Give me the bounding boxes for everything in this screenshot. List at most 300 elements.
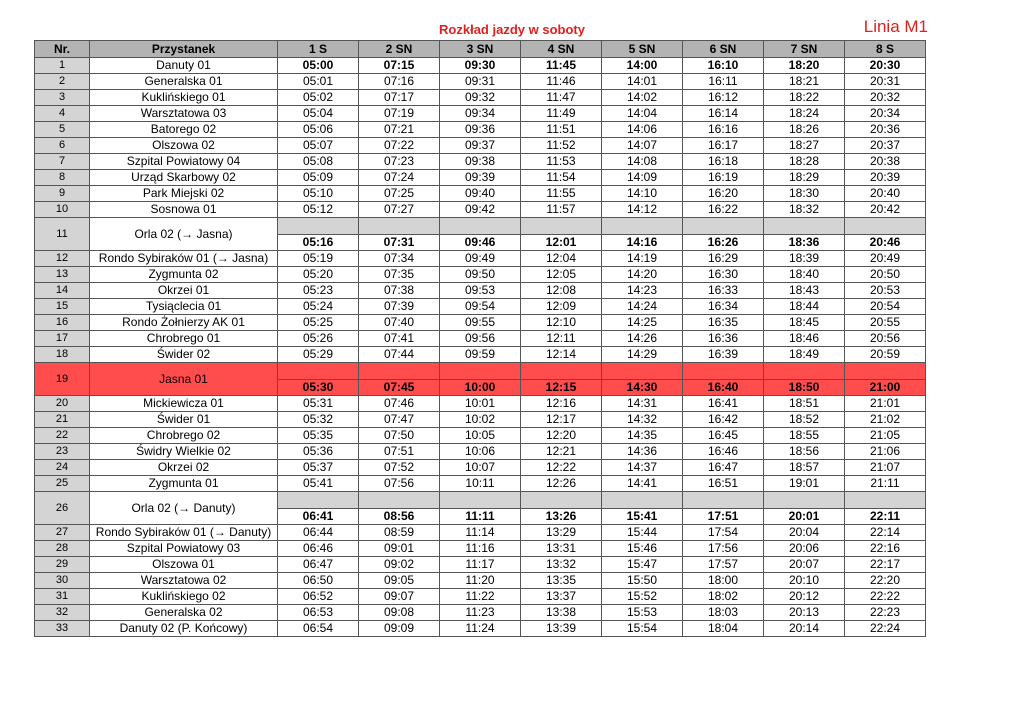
departure-time: 09:50 [440, 267, 521, 283]
departure-time: 18:26 [764, 122, 845, 138]
stop-name: Chrobrego 02 [90, 428, 278, 444]
table-row [35, 299, 926, 315]
table-row [35, 315, 926, 331]
departure-time: 14:29 [602, 347, 683, 363]
departure-time: 20:04 [764, 525, 845, 541]
departure-time: 20:49 [845, 251, 926, 267]
empty-cell [521, 492, 602, 509]
departure-time: 11:54 [521, 170, 602, 186]
empty-cell [845, 218, 926, 235]
departure-time: 14:01 [602, 74, 683, 90]
departure-time: 05:25 [278, 315, 359, 331]
departure-time: 15:47 [602, 557, 683, 573]
departure-time: 09:31 [440, 74, 521, 90]
departure-time: 15:44 [602, 525, 683, 541]
empty-cell [764, 218, 845, 235]
departure-time: 18:02 [683, 589, 764, 605]
row-number: 31 [35, 589, 90, 605]
departure-time: 16:41 [683, 396, 764, 412]
departure-time: 20:07 [764, 557, 845, 573]
row-number: 22 [35, 428, 90, 444]
departure-time: 11:24 [440, 621, 521, 637]
row-number: 26 [35, 492, 90, 525]
column-header: 8 S [845, 41, 926, 58]
departure-time: 11:16 [440, 541, 521, 557]
departure-time: 15:41 [602, 509, 683, 525]
departure-time: 09:02 [359, 557, 440, 573]
empty-cell [602, 492, 683, 509]
stop-name: Świdry Wielkie 02 [90, 444, 278, 460]
departure-time: 11:17 [440, 557, 521, 573]
departure-time: 14:07 [602, 138, 683, 154]
stop-name: Zygmunta 02 [90, 267, 278, 283]
stop-name: Park Miejski 02 [90, 186, 278, 202]
page-title: Rozkład jazdy w soboty [439, 22, 585, 37]
departure-time: 13:26 [521, 509, 602, 525]
departure-time: 12:11 [521, 331, 602, 347]
departure-time: 11:53 [521, 154, 602, 170]
departure-time: 14:16 [602, 235, 683, 251]
departure-time: 20:34 [845, 106, 926, 122]
departure-time: 07:39 [359, 299, 440, 315]
departure-time: 11:52 [521, 138, 602, 154]
departure-time: 07:34 [359, 251, 440, 267]
table-row [35, 170, 926, 186]
departure-time: 15:54 [602, 621, 683, 637]
line-label: Linia M1 [863, 17, 928, 36]
departure-time: 16:17 [683, 138, 764, 154]
departure-time: 09:54 [440, 299, 521, 315]
departure-time: 09:05 [359, 573, 440, 589]
departure-time: 20:56 [845, 331, 926, 347]
departure-time: 20:32 [845, 90, 926, 106]
departure-time: 07:38 [359, 283, 440, 299]
departure-time: 05:30 [278, 380, 359, 396]
departure-time: 10:01 [440, 396, 521, 412]
stop-name: Jasna 01 [90, 363, 278, 396]
departure-time: 20:50 [845, 267, 926, 283]
column-header: 1 S [278, 41, 359, 58]
departure-time: 16:14 [683, 106, 764, 122]
departure-time: 09:56 [440, 331, 521, 347]
empty-cell [278, 363, 359, 380]
departure-time: 16:20 [683, 186, 764, 202]
row-number: 17 [35, 331, 90, 347]
table-row [35, 90, 926, 106]
departure-time: 11:47 [521, 90, 602, 106]
departure-time: 13:38 [521, 605, 602, 621]
departure-time: 11:23 [440, 605, 521, 621]
stop-name: Tysiąclecia 01 [90, 299, 278, 315]
departure-time: 09:46 [440, 235, 521, 251]
row-number: 7 [35, 154, 90, 170]
departure-time: 14:32 [602, 412, 683, 428]
empty-cell [845, 363, 926, 380]
table-row [35, 589, 926, 605]
stop-name: Rondo Żołnierzy AK 01 [90, 315, 278, 331]
departure-time: 14:04 [602, 106, 683, 122]
stop-name: Świder 02 [90, 347, 278, 363]
column-header: 7 SN [764, 41, 845, 58]
empty-cell [683, 492, 764, 509]
departure-time: 17:51 [683, 509, 764, 525]
departure-time: 18:00 [683, 573, 764, 589]
empty-cell [521, 363, 602, 380]
departure-time: 20:59 [845, 347, 926, 363]
departure-time: 10:06 [440, 444, 521, 460]
stop-name: Generalska 01 [90, 74, 278, 90]
departure-time: 14:36 [602, 444, 683, 460]
stop-name: Olszowa 02 [90, 138, 278, 154]
departure-time: 18:56 [764, 444, 845, 460]
departure-time: 17:57 [683, 557, 764, 573]
departure-time: 20:42 [845, 202, 926, 218]
departure-time: 07:24 [359, 170, 440, 186]
departure-time: 05:29 [278, 347, 359, 363]
stop-name: Urząd Skarbowy 02 [90, 170, 278, 186]
stop-name: Zygmunta 01 [90, 476, 278, 492]
departure-time: 12:01 [521, 235, 602, 251]
row-number: 25 [35, 476, 90, 492]
departure-time: 11:51 [521, 122, 602, 138]
departure-time: 22:16 [845, 541, 926, 557]
empty-cell [683, 363, 764, 380]
departure-time: 15:46 [602, 541, 683, 557]
departure-time: 20:13 [764, 605, 845, 621]
departure-time: 14:06 [602, 122, 683, 138]
table-row [35, 363, 926, 380]
departure-time: 10:00 [440, 380, 521, 396]
empty-cell [602, 218, 683, 235]
stop-name: Okrzei 02 [90, 460, 278, 476]
departure-time: 07:45 [359, 380, 440, 396]
column-header: 3 SN [440, 41, 521, 58]
departure-time: 05:01 [278, 74, 359, 90]
row-number: 18 [35, 347, 90, 363]
table-row [35, 621, 926, 637]
departure-time: 12:15 [521, 380, 602, 396]
departure-time: 10:02 [440, 412, 521, 428]
empty-cell [683, 218, 764, 235]
departure-time: 09:30 [440, 58, 521, 74]
departure-time: 05:32 [278, 412, 359, 428]
departure-time: 18:55 [764, 428, 845, 444]
departure-time: 06:53 [278, 605, 359, 621]
row-number: 30 [35, 573, 90, 589]
departure-time: 14:08 [602, 154, 683, 170]
departure-time: 12:14 [521, 347, 602, 363]
departure-time: 05:04 [278, 106, 359, 122]
departure-time: 09:37 [440, 138, 521, 154]
departure-time: 13:31 [521, 541, 602, 557]
stop-name: Warsztatowa 02 [90, 573, 278, 589]
stop-name: Mickiewicza 01 [90, 396, 278, 412]
departure-time: 17:54 [683, 525, 764, 541]
departure-time: 09:49 [440, 251, 521, 267]
departure-time: 07:19 [359, 106, 440, 122]
departure-time: 20:14 [764, 621, 845, 637]
departure-time: 11:11 [440, 509, 521, 525]
departure-time: 16:34 [683, 299, 764, 315]
empty-cell [602, 363, 683, 380]
departure-time: 16:35 [683, 315, 764, 331]
column-header: Nr. [35, 41, 90, 58]
departure-time: 13:35 [521, 573, 602, 589]
departure-time: 05:37 [278, 460, 359, 476]
departure-time: 07:21 [359, 122, 440, 138]
departure-time: 18:45 [764, 315, 845, 331]
departure-time: 07:17 [359, 90, 440, 106]
stop-name: Warsztatowa 03 [90, 106, 278, 122]
departure-time: 07:56 [359, 476, 440, 492]
stop-name: Szpital Powiatowy 03 [90, 541, 278, 557]
departure-time: 22:17 [845, 557, 926, 573]
stop-name: Chrobrego 01 [90, 331, 278, 347]
empty-cell [359, 492, 440, 509]
departure-time: 20:06 [764, 541, 845, 557]
departure-time: 14:12 [602, 202, 683, 218]
departure-time: 16:19 [683, 170, 764, 186]
table-row [35, 218, 926, 235]
stop-name: Orla 02 (→ Jasna) [90, 218, 278, 251]
departure-time: 14:26 [602, 331, 683, 347]
row-number: 19 [35, 363, 90, 396]
row-number: 2 [35, 74, 90, 90]
departure-time: 16:18 [683, 154, 764, 170]
table-row [35, 202, 926, 218]
row-number: 23 [35, 444, 90, 460]
row-number: 15 [35, 299, 90, 315]
departure-time: 14:00 [602, 58, 683, 74]
departure-time: 13:32 [521, 557, 602, 573]
departure-time: 12:20 [521, 428, 602, 444]
departure-time: 16:51 [683, 476, 764, 492]
row-number: 12 [35, 251, 90, 267]
stop-name: Kuklińskiego 01 [90, 90, 278, 106]
departure-time: 20:31 [845, 74, 926, 90]
departure-time: 18:21 [764, 74, 845, 90]
departure-time: 05:06 [278, 122, 359, 138]
row-number: 10 [35, 202, 90, 218]
stop-name: Batorego 02 [90, 122, 278, 138]
departure-time: 18:52 [764, 412, 845, 428]
departure-time: 06:41 [278, 509, 359, 525]
departure-time: 18:39 [764, 251, 845, 267]
departure-time: 21:06 [845, 444, 926, 460]
column-header: 4 SN [521, 41, 602, 58]
departure-time: 18:50 [764, 380, 845, 396]
departure-time: 16:46 [683, 444, 764, 460]
table-row [35, 557, 926, 573]
departure-time: 18:29 [764, 170, 845, 186]
departure-time: 14:31 [602, 396, 683, 412]
empty-cell [764, 492, 845, 509]
departure-time: 07:47 [359, 412, 440, 428]
empty-cell [359, 218, 440, 235]
departure-time: 05:31 [278, 396, 359, 412]
departure-time: 11:46 [521, 74, 602, 90]
departure-time: 15:52 [602, 589, 683, 605]
departure-time: 22:22 [845, 589, 926, 605]
departure-time: 20:54 [845, 299, 926, 315]
departure-time: 07:22 [359, 138, 440, 154]
departure-time: 20:40 [845, 186, 926, 202]
departure-time: 16:36 [683, 331, 764, 347]
row-number: 33 [35, 621, 90, 637]
departure-time: 18:27 [764, 138, 845, 154]
stop-name: Sosnowa 01 [90, 202, 278, 218]
row-number: 29 [35, 557, 90, 573]
table-row [35, 605, 926, 621]
table-row [35, 396, 926, 412]
departure-time: 12:05 [521, 267, 602, 283]
departure-time: 11:49 [521, 106, 602, 122]
departure-time: 18:44 [764, 299, 845, 315]
row-number: 32 [35, 605, 90, 621]
departure-time: 18:36 [764, 235, 845, 251]
departure-time: 20:38 [845, 154, 926, 170]
departure-time: 05:23 [278, 283, 359, 299]
departure-time: 09:38 [440, 154, 521, 170]
departure-time: 20:46 [845, 235, 926, 251]
table-row [35, 492, 926, 509]
departure-time: 06:44 [278, 525, 359, 541]
departure-time: 20:30 [845, 58, 926, 74]
table-row [35, 347, 926, 363]
empty-cell [764, 363, 845, 380]
departure-time: 07:31 [359, 235, 440, 251]
table-row [35, 154, 926, 170]
row-number: 6 [35, 138, 90, 154]
departure-time: 21:00 [845, 380, 926, 396]
departure-time: 20:55 [845, 315, 926, 331]
departure-time: 11:20 [440, 573, 521, 589]
departure-time: 11:22 [440, 589, 521, 605]
departure-time: 18:43 [764, 283, 845, 299]
departure-time: 07:50 [359, 428, 440, 444]
departure-time: 10:11 [440, 476, 521, 492]
departure-time: 06:54 [278, 621, 359, 637]
table-row [35, 573, 926, 589]
departure-time: 07:41 [359, 331, 440, 347]
departure-time: 07:25 [359, 186, 440, 202]
departure-time: 06:47 [278, 557, 359, 573]
departure-time: 05:07 [278, 138, 359, 154]
table-row [35, 444, 926, 460]
column-header: 5 SN [602, 41, 683, 58]
table-row [35, 525, 926, 541]
departure-time: 05:16 [278, 235, 359, 251]
departure-time: 16:40 [683, 380, 764, 396]
departure-time: 14:09 [602, 170, 683, 186]
departure-time: 09:09 [359, 621, 440, 637]
empty-cell [278, 492, 359, 509]
timetable-body [35, 58, 926, 637]
departure-time: 15:53 [602, 605, 683, 621]
departure-time: 14:41 [602, 476, 683, 492]
departure-time: 05:02 [278, 90, 359, 106]
column-header: Przystanek [90, 41, 278, 58]
departure-time: 16:12 [683, 90, 764, 106]
departure-time: 09:59 [440, 347, 521, 363]
departure-time: 18:46 [764, 331, 845, 347]
table-row [35, 122, 926, 138]
departure-time: 07:23 [359, 154, 440, 170]
departure-time: 18:04 [683, 621, 764, 637]
departure-time: 07:44 [359, 347, 440, 363]
departure-time: 16:42 [683, 412, 764, 428]
row-number: 20 [35, 396, 90, 412]
departure-time: 09:42 [440, 202, 521, 218]
departure-time: 09:07 [359, 589, 440, 605]
departure-time: 16:29 [683, 251, 764, 267]
departure-time: 16:30 [683, 267, 764, 283]
table-row [35, 460, 926, 476]
departure-time: 09:34 [440, 106, 521, 122]
departure-time: 18:49 [764, 347, 845, 363]
table-row [35, 138, 926, 154]
departure-time: 11:45 [521, 58, 602, 74]
row-number: 28 [35, 541, 90, 557]
row-number: 11 [35, 218, 90, 251]
departure-time: 12:17 [521, 412, 602, 428]
table-row [35, 476, 926, 492]
departure-time: 15:50 [602, 573, 683, 589]
departure-time: 20:12 [764, 589, 845, 605]
departure-time: 18:51 [764, 396, 845, 412]
departure-time: 18:22 [764, 90, 845, 106]
empty-cell [440, 492, 521, 509]
departure-time: 21:11 [845, 476, 926, 492]
row-number: 16 [35, 315, 90, 331]
empty-cell [359, 363, 440, 380]
departure-time: 06:50 [278, 573, 359, 589]
departure-time: 09:36 [440, 122, 521, 138]
empty-cell [278, 218, 359, 235]
row-number: 4 [35, 106, 90, 122]
empty-cell [440, 218, 521, 235]
departure-time: 09:40 [440, 186, 521, 202]
stop-name: Orla 02 (→ Danuty) [90, 492, 278, 525]
departure-time: 18:30 [764, 186, 845, 202]
departure-time: 12:10 [521, 315, 602, 331]
row-number: 1 [35, 58, 90, 74]
departure-time: 21:01 [845, 396, 926, 412]
departure-time: 22:20 [845, 573, 926, 589]
departure-time: 14:10 [602, 186, 683, 202]
departure-time: 09:55 [440, 315, 521, 331]
departure-time: 14:25 [602, 315, 683, 331]
departure-time: 14:37 [602, 460, 683, 476]
table-row [35, 412, 926, 428]
departure-time: 05:10 [278, 186, 359, 202]
departure-time: 20:36 [845, 122, 926, 138]
header-row [35, 41, 926, 58]
departure-time: 05:26 [278, 331, 359, 347]
departure-time: 17:56 [683, 541, 764, 557]
departure-time: 08:56 [359, 509, 440, 525]
stop-name: Szpital Powiatowy 04 [90, 154, 278, 170]
empty-cell [440, 363, 521, 380]
departure-time: 13:29 [521, 525, 602, 541]
row-number: 3 [35, 90, 90, 106]
departure-time: 14:30 [602, 380, 683, 396]
departure-time: 18:28 [764, 154, 845, 170]
row-number: 27 [35, 525, 90, 541]
departure-time: 12:04 [521, 251, 602, 267]
departure-time: 07:27 [359, 202, 440, 218]
departure-time: 09:32 [440, 90, 521, 106]
